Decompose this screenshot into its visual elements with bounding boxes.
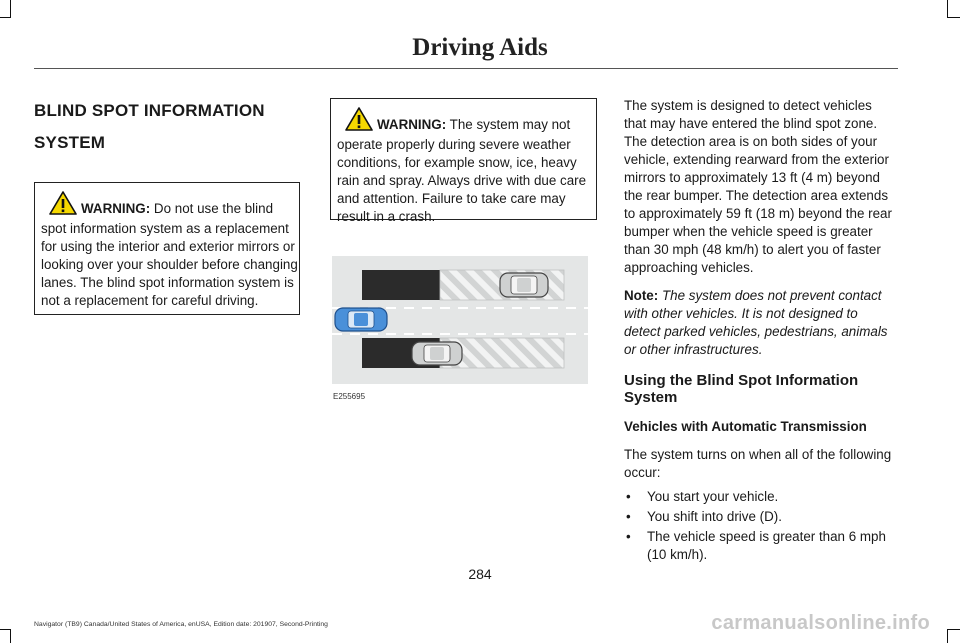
warning-triangle-icon	[345, 107, 373, 136]
warning-box	[34, 182, 300, 315]
warning-label: WARNING:	[81, 201, 151, 216]
right-column	[624, 97, 896, 564]
page-number: 284	[468, 566, 492, 582]
crop-mark	[947, 17, 960, 18]
header-divider	[34, 68, 898, 69]
warning-triangle-icon	[49, 191, 77, 220]
note-text: The system does not prevent contact with other vehicles. It is not designed to detect parked vehicles, pedestrians, animals or other infrastructures.	[624, 288, 888, 357]
note-paragraph	[624, 287, 896, 359]
crop-mark	[947, 629, 960, 630]
blind-spot-diagram	[332, 256, 588, 384]
subsubsection-heading: Vehicles with Automatic Transmission	[624, 419, 867, 434]
section-heading-line1: BLIND SPOT INFORMATION	[34, 101, 265, 120]
crop-mark	[947, 629, 948, 643]
figure-id: E255695	[333, 392, 366, 401]
warning-box	[330, 98, 597, 224]
subsection-heading: Using the Blind Spot Information System	[624, 372, 859, 406]
approaching-vehicle-icon	[500, 273, 548, 297]
adjacent-vehicle-icon	[412, 342, 462, 365]
intro-paragraph: The system turns on when all of the following occur:	[624, 447, 892, 480]
watermark-text: carmanualsonline.info	[711, 612, 930, 634]
note-label: Note:	[624, 288, 659, 303]
crop-mark	[947, 0, 948, 18]
body-paragraph: The system is designed to detect vehicles that may have entered the blind spot zone. The detection area is on both sides of your vehicle, extending rearward from the exterior mirrors to approximately 13 ft (4 m) beyond the rear bumper. The detection area extends to approximately 59 ft (18 m) beyond the rear bumper when the vehicle speed is greater than 30 mph (48 km/h) to alert you of faster approaching vehicles.	[624, 98, 892, 275]
list-item: • You shift into drive (D).	[624, 508, 896, 526]
crop-mark	[10, 629, 11, 643]
edition-footer: Navigator (TB9) Canada/United States of America, enUSA, Edition date: 201907, Second-Printing	[34, 621, 328, 628]
detection-zone-near	[362, 270, 440, 300]
middle-column	[330, 98, 597, 224]
warning-text: Do not use the blind spot information system as a replacement for using the interior and exterior mirrors or looking over your shoulder before changing lanes. The blind spot information system is not a replacement for careful driving.	[41, 201, 298, 308]
ego-vehicle-icon	[335, 308, 387, 331]
crop-mark	[0, 17, 11, 18]
crop-mark	[10, 0, 11, 18]
warning-text: The system may not operate properly during severe weather conditions, for example snow, ice, heavy rain and spray. Always drive with due care and attention. Failure to take care may result in a crash.	[337, 117, 587, 224]
page-header-title: Driving Aids	[412, 34, 548, 61]
list-item: • The vehicle speed is greater than 6 mph (10 km/h).	[624, 528, 896, 564]
crop-mark	[0, 629, 11, 630]
section-heading-line2: SYSTEM	[34, 133, 106, 152]
list-item: • You start your vehicle.	[624, 488, 896, 506]
condition-list	[624, 488, 896, 564]
left-column	[34, 96, 300, 315]
warning-label: WARNING:	[377, 117, 447, 132]
section-heading	[34, 96, 300, 125]
